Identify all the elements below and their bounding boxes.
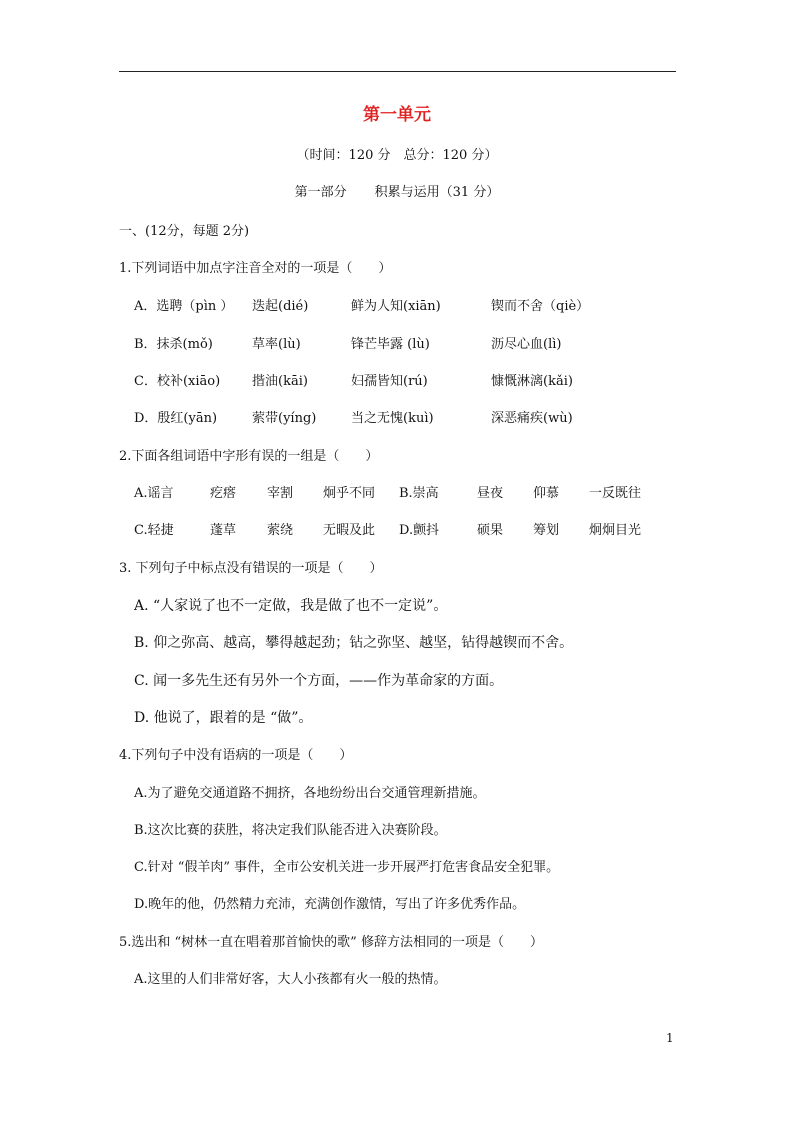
q5-option-a: A.这里的人们非常好客，大人小孩都有火一般的热情。: [134, 972, 447, 987]
q2-cell: 炯炯目光: [589, 523, 642, 538]
q1-cell: 沥尽心血(lì): [491, 337, 562, 352]
q1-cell: B．抹杀(mǒ): [134, 337, 213, 352]
q1-cell: 慷慨淋漓(kǎi): [491, 374, 573, 389]
q1-cell: 草率(lù): [252, 337, 301, 352]
q1-cell: 萦带(yíng): [252, 411, 317, 426]
q2-cell: 疙瘩: [210, 486, 237, 501]
question-2-stem: 2.下面各组词语中字形有误的一组是（ ）: [119, 449, 379, 464]
section-heading: 一、(12分，每题 2分): [119, 224, 250, 239]
q4-option-c: C.针对 “假羊肉” 事件，全市公安机关进一步开展严打危害食品安全犯罪。: [134, 860, 560, 875]
q2-cell: D.颤抖: [399, 523, 440, 538]
q2-cell: 宰割: [267, 486, 294, 501]
q1-cell: 迭起(dié): [252, 299, 309, 314]
q4-option-d: D.晚年的他，仍然精力充沛，充满创作激情，写出了许多优秀作品。: [134, 897, 526, 912]
unit-title: 第一单元: [363, 105, 431, 125]
part-heading: [0, 181, 794, 200]
q3-option-b: B. 仰之弥高、越高，攀得越起劲；钻之弥坚、越坚，钻得越锲而不舍。: [134, 635, 574, 651]
q1-cell: 锲而不舍（qiè）: [491, 299, 590, 314]
q2-cell: 仰慕: [533, 486, 560, 501]
q2-cell: 昼夜: [477, 486, 504, 501]
q3-option-a: A. “人家说了也不一定做，我是做了也不一定说”。: [134, 598, 448, 614]
page-number: 1: [666, 1031, 674, 1045]
part-label: 第一部分: [294, 185, 347, 200]
q2-cell: 蓬草: [210, 523, 237, 538]
q2-cell: C.轻捷: [134, 523, 174, 538]
q1-cell: 锋芒毕露 (lù): [351, 337, 430, 352]
q2-cell: B.崇高: [399, 486, 439, 501]
q1-cell: A．选聘（pìn ）: [134, 299, 234, 314]
q2-cell: 一反既往: [589, 486, 642, 501]
q2-cell: 炯乎不同: [323, 486, 376, 501]
header-rule: [119, 71, 676, 72]
question-5-stem: 5.选出和 “树林一直在唱着那首愉快的歌” 修辞方法相同的一项是（ ）: [119, 935, 543, 950]
q1-cell: 妇孺皆知(rú): [351, 374, 428, 389]
q1-cell: 深恶痛疾(wù): [491, 411, 573, 426]
question-1-stem: 1.下列词语中加点字注音全对的一项是（ ）: [119, 261, 392, 276]
part-title: 积累与运用（31 分）: [374, 185, 500, 200]
q2-cell: 萦绕: [267, 523, 294, 538]
q2-cell: 硕果: [477, 523, 504, 538]
q3-option-c: C. 闻一多先生还有另外一个方面，——作为革命家的方面。: [134, 673, 504, 689]
q4-option-a: A.为了避免交通道路不拥挤，各地纷纷出台交通管理新措施。: [134, 786, 486, 801]
q3-option-d: D. 他说了，跟着的是 “做”。: [134, 710, 313, 726]
q1-cell: 鲜为人知(xiān): [351, 299, 441, 314]
q2-cell: 筹划: [533, 523, 560, 538]
q1-cell: C．校补(xiāo): [134, 374, 221, 389]
q1-cell: 揩油(kāi): [252, 374, 308, 389]
q1-cell: D．殷红(yān): [134, 411, 218, 426]
q2-cell: 无暇及此: [323, 523, 376, 538]
q4-option-b: B.这次比赛的获胜，将决定我们队能否进入决赛阶段。: [134, 823, 447, 838]
time-and-score: （时间：120 分 总分：120 分）: [296, 148, 498, 163]
q2-cell: A.谣言: [134, 486, 174, 501]
q1-cell: 当之无愧(kuì): [351, 411, 434, 426]
question-4-stem: 4.下列句子中没有语病的一项是（ ）: [119, 748, 353, 763]
question-3-stem: 3. 下列句子中标点没有错误的一项是（ ）: [119, 561, 383, 576]
